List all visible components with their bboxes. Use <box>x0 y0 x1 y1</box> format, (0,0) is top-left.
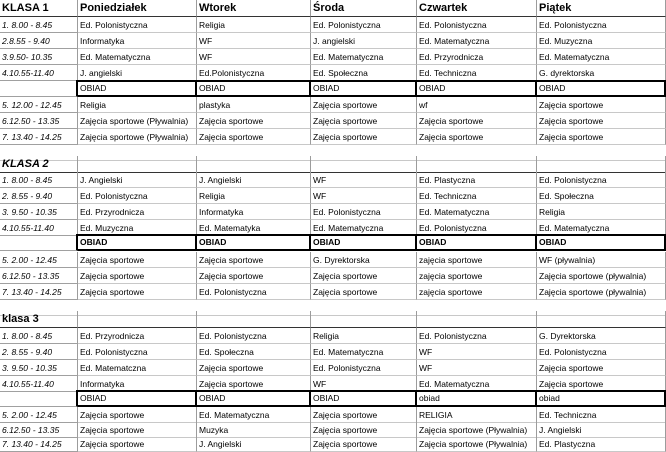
lesson-cell: Informatyka <box>78 376 197 392</box>
lesson-cell: J. angielski <box>78 65 197 81</box>
lesson-cell: Ed. Przyrodnicza <box>417 49 537 65</box>
time-slot: 1. 8.00 - 8.45 <box>0 17 78 33</box>
time-slot: 3.9.50- 10.35 <box>0 49 78 65</box>
lesson-cell: G. Dyrektorska <box>311 252 417 268</box>
time-slot <box>0 234 78 251</box>
klasa2-row-1 <box>0 172 666 188</box>
lesson-cell: Ed. Muzyczna <box>78 220 197 236</box>
klasa3-row-7 <box>0 436 666 452</box>
lesson-cell: Ed. Matematyczna <box>78 49 197 65</box>
klasa1-row-6 <box>0 113 666 129</box>
lesson-cell: plastyka <box>197 97 311 113</box>
lesson-cell: Ed. Przyrodnicza <box>78 204 197 220</box>
time-slot: 7. 13.40 - 14.25 <box>0 284 78 300</box>
lunch-cell: OBIAD <box>311 390 417 407</box>
time-slot: 2. 8.55 - 9.40 <box>0 344 78 360</box>
lunch-cell: OBIAD <box>417 80 537 97</box>
klasa3-title: klasa 3 <box>0 311 78 328</box>
lunch-cell: OBIAD <box>197 234 311 251</box>
time-slot: 6.12.50 - 13.35 <box>0 268 78 284</box>
lunch-cell: OBIAD <box>78 234 197 251</box>
lesson-cell: Zajęcia sportowe <box>417 129 537 145</box>
empty-cell <box>537 311 666 328</box>
lesson-cell: Zajęcia sportowe <box>197 252 311 268</box>
lesson-cell: Ed. Matematyczna <box>311 49 417 65</box>
lesson-cell: Ed. Polonistyczna <box>197 284 311 300</box>
klasa1-row-3 <box>0 49 666 65</box>
lesson-cell: Religia <box>311 328 417 344</box>
lesson-cell: WF <box>311 172 417 188</box>
time-slot: 4.10.55-11.40 <box>0 376 78 392</box>
lesson-cell: Ed. Społeczna <box>197 344 311 360</box>
klasa3-obiad-row <box>0 390 666 407</box>
lesson-cell: Ed. Polonistyczna <box>311 17 417 33</box>
klasa2-header-row <box>0 156 666 173</box>
lesson-cell: Zajęcia sportowe <box>537 113 666 129</box>
lesson-cell: Ed. Polonistyczna <box>78 17 197 33</box>
lesson-cell: Ed. Techniczna <box>417 188 537 204</box>
lunch-cell: OBIAD <box>78 80 197 97</box>
lesson-cell: Zajęcia sportowe (pływalnia) <box>537 268 666 284</box>
klasa2-obiad-row <box>0 234 666 251</box>
time-slot: 6.12.50 - 13.35 <box>0 113 78 129</box>
lesson-cell: Ed. Plastyczna <box>537 436 666 452</box>
lesson-cell: WF <box>197 33 311 49</box>
lesson-cell: Ed. Polonistyczna <box>311 360 417 376</box>
day-thursday: Czwartek <box>417 0 537 17</box>
lesson-cell: Ed. Techniczna <box>537 407 666 423</box>
klasa1-header-row <box>0 0 666 17</box>
time-slot <box>0 80 78 97</box>
lunch-cell: OBIAD <box>417 234 537 251</box>
lunch-cell: OBIAD <box>311 234 417 251</box>
lunch-cell: OBIAD <box>78 390 197 407</box>
lesson-cell: Ed. Polonistyczna <box>417 17 537 33</box>
lesson-cell: Ed. Muzyczna <box>537 33 666 49</box>
empty-cell <box>417 311 537 328</box>
time-slot: 2.8.55 - 9.40 <box>0 33 78 49</box>
lunch-cell: OBIAD <box>197 80 311 97</box>
klasa1-row-2 <box>0 33 666 49</box>
lesson-cell: Zajęcia sportowe <box>311 268 417 284</box>
lesson-cell: Zajęcia sportowe <box>197 376 311 392</box>
day-tuesday: Wtorek <box>197 0 311 17</box>
day-monday: Poniedziałek <box>78 0 197 17</box>
lesson-cell: zajęcia sportowe <box>417 284 537 300</box>
lesson-cell: Zajęcia sportowe <box>311 284 417 300</box>
time-slot: 7. 13.40 - 14.25 <box>0 129 78 145</box>
lesson-cell: Zajęcia sportowe (Pływalnia) <box>78 129 197 145</box>
lesson-cell: Ed. Plastyczna <box>417 172 537 188</box>
klasa3-row-1 <box>0 328 666 344</box>
time-slot <box>0 390 78 407</box>
lesson-cell: Zajęcia sportowe <box>78 407 197 423</box>
klasa1-obiad-row <box>0 80 666 97</box>
lesson-cell: WF <box>417 344 537 360</box>
empty-cell <box>311 311 417 328</box>
lesson-cell: Zajęcia sportowe <box>311 113 417 129</box>
lesson-cell: Ed. Polonistyczna <box>417 220 537 236</box>
lesson-cell: Religia <box>537 204 666 220</box>
lesson-cell: Ed. Polonistyczna <box>537 17 666 33</box>
lesson-cell: Ed. Polonistyczna <box>417 328 537 344</box>
lesson-cell: Ed. Społeczna <box>311 65 417 81</box>
time-slot: 1. 8.00 - 8.45 <box>0 172 78 188</box>
time-slot: 6.12.50 - 13.35 <box>0 422 78 438</box>
time-slot: 5. 2.00 - 12.45 <box>0 407 78 423</box>
lesson-cell: Zajęcia sportowe <box>537 97 666 113</box>
lesson-cell: Zajęcia sportowe (Pływalnia) <box>417 422 537 438</box>
lesson-cell: Informatyka <box>197 204 311 220</box>
klasa3-header-row <box>0 311 666 328</box>
empty-cell <box>197 311 311 328</box>
lesson-cell: Religia <box>197 188 311 204</box>
lesson-cell: Zajęcia sportowe <box>537 129 666 145</box>
klasa3-row-5 <box>0 407 666 423</box>
lesson-cell: G. Dyrektorska <box>537 328 666 344</box>
lesson-cell: WF <box>417 360 537 376</box>
lesson-cell: Ed. Matematyczna <box>417 33 537 49</box>
klasa2-row-3 <box>0 204 666 220</box>
klasa2-row-7 <box>0 284 666 300</box>
empty-cell <box>417 156 537 173</box>
lesson-cell: Ed. Polonistyczna <box>78 188 197 204</box>
lesson-cell: Muzyka <box>197 422 311 438</box>
lesson-cell: Ed.Polonistyczna <box>197 65 311 81</box>
time-slot: 1. 8.00 - 8.45 <box>0 328 78 344</box>
lesson-cell: J. Angielski <box>197 436 311 452</box>
lesson-cell: Zajęcia sportowe <box>78 436 197 452</box>
lesson-cell: Zajęcia sportowe (pływalnia) <box>537 284 666 300</box>
lesson-cell: Religia <box>197 17 311 33</box>
lesson-cell: Ed. Matematyczna <box>197 407 311 423</box>
lesson-cell: Ed. Matematyczna <box>417 204 537 220</box>
lesson-cell: Ed. Przyrodnicza <box>78 328 197 344</box>
lesson-cell: Zajęcia sportowe <box>417 113 537 129</box>
lesson-cell: Ed. Matematyczna <box>311 220 417 236</box>
lesson-cell: wf <box>417 97 537 113</box>
lesson-cell: Zajęcia sportowe <box>197 360 311 376</box>
lesson-cell: RELIGIA <box>417 407 537 423</box>
time-slot: 5. 12.00 - 12.45 <box>0 97 78 113</box>
lesson-cell: Informatyka <box>78 33 197 49</box>
lesson-cell: WF <box>311 376 417 392</box>
lesson-cell: G. dyrektorska <box>537 65 666 81</box>
empty-cell <box>197 156 311 173</box>
lesson-cell: Zajęcia sportowe <box>311 407 417 423</box>
lesson-cell: Ed. Matematyczna <box>417 376 537 392</box>
lesson-cell: Ed. Techniczna <box>417 65 537 81</box>
lunch-cell: OBIAD <box>537 80 666 97</box>
lesson-cell: Zajęcia sportowe <box>537 376 666 392</box>
lunch-cell: obiad <box>417 390 537 407</box>
lesson-cell: Ed. Matematczna <box>78 360 197 376</box>
lesson-cell: Zajęcia sportowe <box>78 252 197 268</box>
lesson-cell: WF <box>311 188 417 204</box>
lesson-cell: zajęcia sportowe <box>417 252 537 268</box>
klasa1-row-4 <box>0 65 666 81</box>
lesson-cell: WF <box>197 49 311 65</box>
lesson-cell: J. Angielski <box>537 422 666 438</box>
klasa3-row-2 <box>0 344 666 360</box>
lesson-cell: WF (pływalnia) <box>537 252 666 268</box>
lesson-cell: Zajęcia sportowe <box>78 422 197 438</box>
lesson-cell: Zajęcia sportowe <box>311 436 417 452</box>
klasa1-row-7 <box>0 129 666 145</box>
time-slot: 5. 2.00 - 12.45 <box>0 252 78 268</box>
lesson-cell: J. Angielski <box>78 172 197 188</box>
klasa1-row-5 <box>0 97 666 113</box>
lesson-cell: zajęcia sportowe <box>417 268 537 284</box>
time-slot: 3. 9.50 - 10.35 <box>0 204 78 220</box>
lunch-cell: OBIAD <box>311 80 417 97</box>
lesson-cell: Zajęcia sportowe <box>78 284 197 300</box>
lesson-cell: Ed. Polonistyczna <box>311 204 417 220</box>
lesson-cell: Zajęcia sportowe <box>197 268 311 284</box>
lesson-cell: Ed. Polonistyczna <box>537 344 666 360</box>
time-slot: 4.10.55-11.40 <box>0 65 78 81</box>
day-wednesday: Środa <box>311 0 417 17</box>
lunch-cell: OBIAD <box>537 234 666 251</box>
empty-cell <box>537 156 666 173</box>
time-slot: 2. 8.55 - 9.40 <box>0 188 78 204</box>
lesson-cell: J. Angielski <box>197 172 311 188</box>
lesson-cell: Zajęcia sportowe <box>78 268 197 284</box>
lesson-cell: Religia <box>78 97 197 113</box>
lesson-cell: Zajęcia sportowe <box>537 360 666 376</box>
lunch-cell: OBIAD <box>197 390 311 407</box>
klasa2-row-2 <box>0 188 666 204</box>
lesson-cell: Ed. Matematyczna <box>537 49 666 65</box>
lesson-cell: J. angielski <box>311 33 417 49</box>
klasa2-title: KLASA 2 <box>0 156 78 173</box>
lesson-cell: Ed. Matematyczna <box>311 344 417 360</box>
klasa1-row-1 <box>0 17 666 33</box>
lesson-cell: Zajęcia sportowe (Pływalnia) <box>417 436 537 452</box>
time-slot: 4.10.55-11.40 <box>0 220 78 236</box>
klasa2-row-6 <box>0 268 666 284</box>
time-slot: 7. 13.40 - 14.25 <box>0 436 78 452</box>
lesson-cell: Ed. Polonistyczna <box>197 328 311 344</box>
lesson-cell: Ed. Polonistyczna <box>78 344 197 360</box>
lesson-cell: Zajęcia sportowe <box>197 129 311 145</box>
lesson-cell: Zajęcia sportowe <box>197 113 311 129</box>
lesson-cell: Zajęcia sportowe <box>311 129 417 145</box>
time-slot: 3. 9.50 - 10.35 <box>0 360 78 376</box>
klasa1-title: KLASA 1 <box>0 0 78 17</box>
empty-cell <box>311 156 417 173</box>
klasa3-row-3 <box>0 360 666 376</box>
day-friday: Piątek <box>537 0 666 17</box>
empty-cell <box>78 311 197 328</box>
lesson-cell: Zajęcia sportowe (Pływalnia) <box>78 113 197 129</box>
empty-cell <box>78 156 197 173</box>
lesson-cell: Ed. Społeczna <box>537 188 666 204</box>
lesson-cell: Ed. Matematyczna <box>537 220 666 236</box>
lesson-cell: Zajęcia sportowe <box>311 422 417 438</box>
lesson-cell: Ed. Polonistyczna <box>537 172 666 188</box>
klasa2-row-5 <box>0 252 666 268</box>
lesson-cell: Ed. Matematyka <box>197 220 311 236</box>
lunch-cell: obiad <box>537 390 666 407</box>
lesson-cell: Zajęcia sportowe <box>311 97 417 113</box>
